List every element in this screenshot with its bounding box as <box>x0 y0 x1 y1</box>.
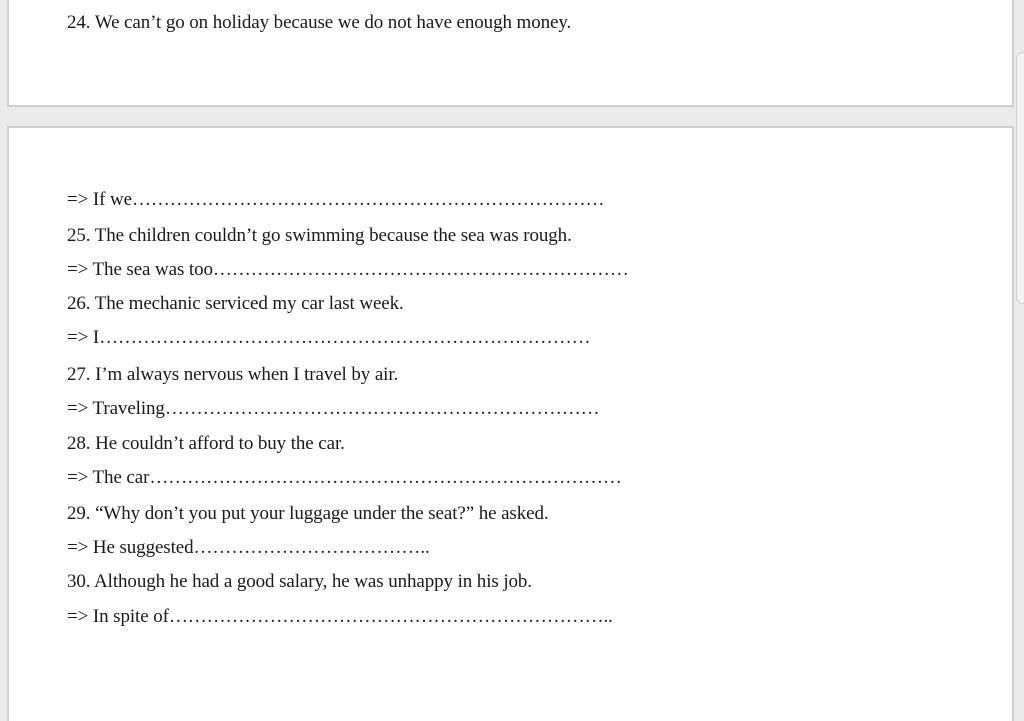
exercise-question-24: 24. We can’t go on holiday because we do not have enough money. <box>67 12 572 33</box>
exercise-question-26: 26. The mechanic serviced my car last week. <box>67 293 404 314</box>
exercise-question-28: 28. He couldn’t afford to buy the car. <box>67 433 345 454</box>
answer-line-28: => The car………………………………………………………………… <box>67 467 622 488</box>
exercise-question-27: 27. I’m always nervous when I travel by air. <box>67 364 399 385</box>
exercise-question-29: 29. “Why don’t you put your luggage under the seat?” he asked. <box>67 503 549 524</box>
answer-line-26: => I…………………………………………………………………… <box>67 327 591 348</box>
document-page <box>7 0 1014 107</box>
exercise-question-25: 25. The children couldn’t go swimming because the sea was rough. <box>67 225 572 246</box>
answer-line-27: => Traveling…………………………………………………………… <box>67 398 600 419</box>
answer-line-30: => In spite of…………………………………………………………….. <box>67 606 613 627</box>
answer-line-25: => The sea was too………………………………………………………… <box>67 259 629 280</box>
side-panel-handle[interactable] <box>1016 52 1024 304</box>
document-page <box>7 126 1014 721</box>
answer-line-29: => He suggested……………………………….. <box>67 537 430 558</box>
exercise-question-30: 30. Although he had a good salary, he was unhappy in his job. <box>67 571 532 592</box>
answer-line-24: => If we………………………………………………………………… <box>67 189 605 210</box>
